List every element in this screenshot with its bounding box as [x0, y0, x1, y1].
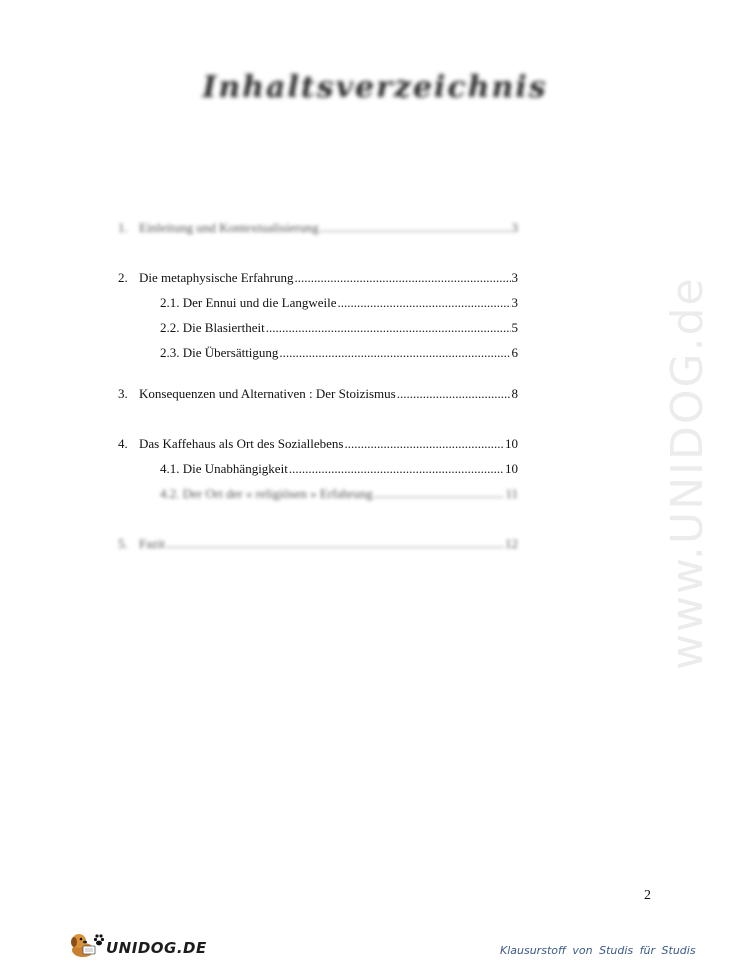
- toc-leader-dots: [295, 269, 511, 287]
- toc-leader-dots: [397, 385, 511, 403]
- toc-entry-number: 3.: [118, 386, 128, 401]
- watermark-text: www.UNIDOG.de: [662, 276, 713, 670]
- toc-entry-label: Konsequenzen und Alternativen : Der Stoizismus: [139, 386, 396, 401]
- toc-entry-page: 10: [505, 461, 518, 476]
- toc-entry-label: 2.3. Die Übersättigung: [160, 345, 279, 360]
- toc-entry-page: 3: [511, 270, 518, 285]
- toc-entry-4-2[interactable]: [160, 485, 518, 503]
- toc-entry-number: 1.: [118, 220, 128, 235]
- toc-leader-dots: [266, 319, 511, 337]
- toc-entry-3[interactable]: [118, 385, 518, 403]
- toc-leader-dots: [338, 294, 511, 312]
- toc-entry-page: 8: [511, 386, 518, 401]
- toc-entry-number: 5.: [118, 536, 128, 551]
- toc-leader-dots: [166, 535, 504, 553]
- toc-entry-5[interactable]: [118, 535, 518, 553]
- toc-entry-4[interactable]: [118, 435, 518, 453]
- toc-entry-page: 6: [511, 345, 518, 360]
- toc-entry-label: Fazit: [139, 536, 165, 551]
- toc-entry-page: 11: [505, 486, 518, 501]
- toc-leader-dots: [374, 485, 505, 503]
- page-number: 2: [644, 888, 651, 903]
- toc-entry-2-1[interactable]: [160, 294, 518, 312]
- toc-entry-label: Die metaphysische Erfahrung: [139, 270, 294, 285]
- toc-entry-label: Das Kaffehaus als Ort des Soziallebens: [139, 436, 344, 451]
- toc-entry-1[interactable]: [118, 219, 518, 237]
- toc-leader-dots: [289, 460, 504, 478]
- toc-entry-label: 4.1. Die Unabhängigkeit: [160, 461, 288, 476]
- footer-slogan: Klausurstoff von Studis für Studis: [500, 944, 696, 957]
- toc-entry-number: 2.: [118, 270, 128, 285]
- toc-entry-label: 4.2. Der Ort der « religiösen » Erfahrung: [160, 486, 373, 501]
- toc-leader-dots: [344, 435, 504, 453]
- toc-entry-page: 3: [511, 220, 518, 235]
- toc-title: Inhaltsverzeichnis: [202, 70, 548, 105]
- toc-entry-2-3[interactable]: [160, 344, 518, 362]
- toc-entry-label: Einleitung und Kontextualisierung: [139, 220, 319, 235]
- toc-entry-page: 12: [505, 536, 518, 551]
- toc-entry-label: 2.2. Die Blasiertheit: [160, 320, 265, 335]
- toc-entry-2[interactable]: [118, 269, 518, 287]
- toc-entry-page: 3: [511, 295, 518, 310]
- toc-leader-dots: [320, 219, 511, 237]
- toc-entry-page: 5: [511, 320, 518, 335]
- toc-entry-label: 2.1. Der Ennui und die Langweile: [160, 295, 337, 310]
- toc-entry-2-2[interactable]: [160, 319, 518, 337]
- toc-entry-page: 10: [505, 436, 518, 451]
- toc-entry-4-1[interactable]: [160, 460, 518, 478]
- unidog-logo[interactable]: [66, 928, 207, 960]
- logo-text: UNIDOG.DE: [106, 939, 207, 957]
- toc-leader-dots: [279, 344, 510, 362]
- toc-entry-number: 4.: [118, 436, 128, 451]
- dog-mascot-icon: [66, 928, 104, 960]
